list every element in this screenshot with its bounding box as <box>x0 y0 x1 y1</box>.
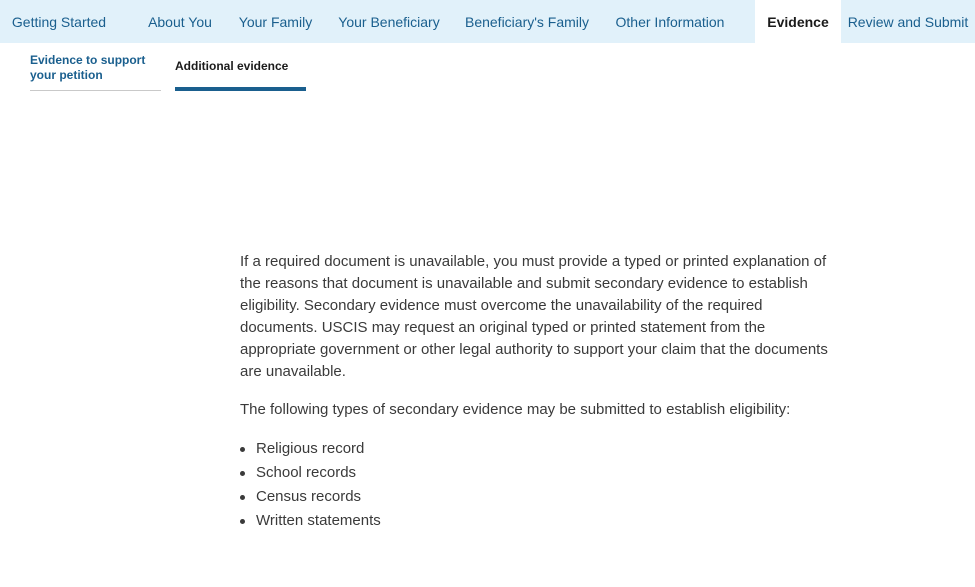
tab-your-beneficiary[interactable]: Your Beneficiary <box>338 13 440 30</box>
tab-other-information[interactable]: Other Information <box>615 13 725 30</box>
bullet-icon <box>240 447 245 452</box>
list-item-text: Census records <box>256 488 362 505</box>
list-item <box>240 437 830 461</box>
secondary-evidence-list <box>240 437 830 533</box>
bullet-icon <box>240 495 245 500</box>
list-item-text: Religious record <box>256 440 365 457</box>
secondary-evidence-intro: The following types of secondary evidence may be submitted to establish eligibility: <box>240 401 791 418</box>
tab-evidence[interactable]: Evidence <box>755 0 841 43</box>
list-item-text: School records <box>256 464 357 481</box>
list-item <box>240 485 830 509</box>
tab-about-you[interactable]: About You <box>148 13 212 30</box>
subtab-evidence-to-support[interactable]: Evidence to support your petition <box>30 52 161 91</box>
tab-your-family[interactable]: Your Family <box>238 13 313 30</box>
tab-review-and-submit[interactable]: Review and Submit <box>847 13 969 30</box>
section-subnav <box>30 52 306 91</box>
explanation-paragraph: If a required document is unavailable, you must provide a typed or printed explanation of the reasons that document is unavailable and submit secondary evidence to establish eligibility. Secondary evidence must overcome the unavailability of the required documents. USCIS may request an original typed or printed statement from the appropriate government or other legal authority to support your claim that the documents are unavailable. <box>240 253 828 380</box>
bullet-icon <box>240 519 245 524</box>
list-item-text: Written statements <box>256 512 381 529</box>
tab-beneficiarys-family[interactable]: Beneficiary's Family <box>464 13 590 30</box>
subtab-additional-evidence[interactable]: Additional evidence <box>175 52 306 91</box>
tab-getting-started[interactable]: Getting Started <box>11 13 107 30</box>
list-item <box>240 461 830 485</box>
list-item <box>240 509 830 533</box>
main-content <box>240 251 830 533</box>
bullet-icon <box>240 471 245 476</box>
top-navigation <box>0 0 975 43</box>
